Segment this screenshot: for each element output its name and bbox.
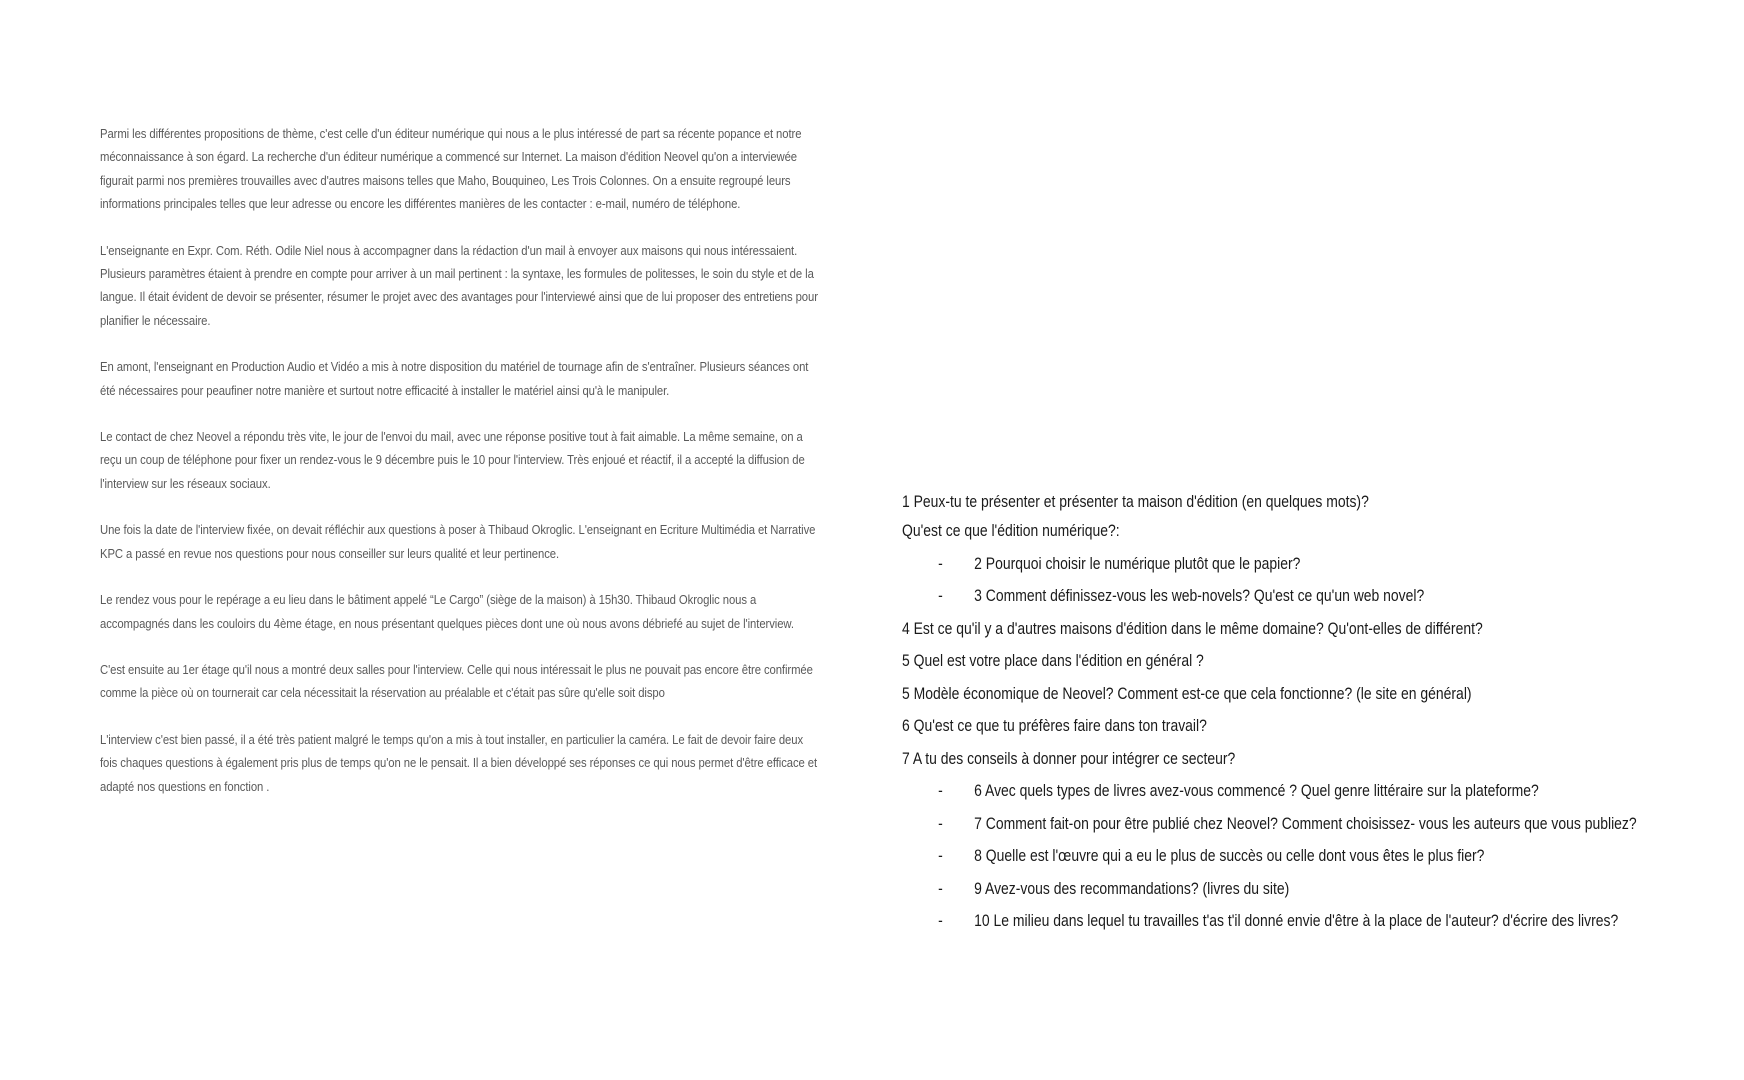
paragraph: Parmi les différentes propositions de thème, c'est celle d'un éditeur numérique qui nous a le plus intéressé de part sa récente popance et notre méconnaissance à son égard. La recherche d'un éditeur numérique a commencé sur Internet. La maison d'édition Neovel qu'on a interviewée figurait parmi nos premières trouvailles avec d'autres maisons telles que Maho, Bouquineo, Les Trois Colonnes. On a ensuite regroupé leurs informations principales telles que leur adresse ou encore les différentes manières de les contacter : e-mail, numéro de téléphone. <box>100 126 802 212</box>
question-item: - 8 Quelle est l'œuvre qui a eu le plus de succès ou celle dont vous êtes le plus fier? <box>902 840 1558 873</box>
question-item: - 6 Avec quels types de livres avez-vous commencé ? Quel genre littéraire sur la plateforme? <box>902 775 1558 808</box>
narrative-column <box>100 122 820 821</box>
question-item: 5 Quel est votre place dans l'édition en général ? <box>902 651 1204 670</box>
bullet-dash: - <box>938 553 943 573</box>
paragraph: Le rendez vous pour le repérage a eu lieu dans le bâtiment appelé “Le Cargo” (siège de la maison) à 15h30. Thibaud Okroglic nous a accompagnés dans les couloirs du 4ème étage, en nous présentant quelques pièces dont une où nous avons débriefé au sujet de l'interview. <box>100 592 794 631</box>
bullet-dash: - <box>938 586 943 605</box>
question-item: 5 Modèle économique de Neovel? Comment est-ce que cela fonctionne? (le site en général) <box>902 683 1472 703</box>
question-item: 7 A tu des conseils à donner pour intégrer ce secteur? <box>902 748 1236 768</box>
bullet-dash: - <box>938 846 943 865</box>
question-item: - 10 Le milieu dans lequel tu travailles t'as t'il donné envie d'être à la place de l'auteur? d'écrire des livres? <box>902 905 1558 938</box>
question-item: - 9 Avez-vous des recommandations? (livres du site) <box>902 873 1558 906</box>
question-item: 1 Peux-tu te présenter et présenter ta maison d'édition (en quelques mots)? <box>902 492 1369 511</box>
question-item: Qu'est ce que l'édition numérique?: <box>902 521 1120 540</box>
bullet-dash: - <box>938 911 943 930</box>
bullet-dash: - <box>938 813 943 833</box>
paragraph: L'enseignante en Expr. Com. Réth. Odile Niel nous à accompagner dans la rédaction d'un mail à envoyer aux maisons qui nous intéressaient. Plusieurs paramètres étaient à prendre en compte pour arriver à un mail pertinent : la syntaxe, les formules de politesses, le soin du style et de la langue. Il était évident de devoir se présenter, résumer le projet avec des avantages pour l'interviewé ainsi que de lui proposer des entretiens pour planifier le nécessaire. <box>100 242 818 328</box>
question-item: 4 Est ce qu'il y a d'autres maisons d'édition dans le même domaine? Qu'ont-elles de différent? <box>902 618 1483 638</box>
bullet-dash: - <box>938 878 943 898</box>
question-item: 6 Qu'est ce que tu préfères faire dans ton travail? <box>902 716 1207 735</box>
paragraph: Une fois la date de l'interview fixée, on devait réfléchir aux questions à poser à Thibaud Okroglic. L'enseignant en Ecriture Multimédia et Narrative KPC a passé en revue nos questions pour nous conseiller sur leurs qualité et leur pertinence. <box>100 522 816 561</box>
paragraph: L'interview c'est bien passé, il a été très patient malgré le temps qu'on a mis à tout installer, en particulier la caméra. Le fait de devoir faire deux fois chaques questions à également pris plus de temps qu'on ne le pensait. Il a bien développé ses réponses ce qui nous permet d'être efficace et adapté nos questions en fonction . <box>100 731 818 794</box>
paragraph: En amont, l'enseignant en Production Audio et Vidéo a mis à notre disposition du matériel de tournage afin de s'entraîner. Plusieurs séances ont été nécessaires pour peaufiner notre manière et surtout notre efficacité à installer le matériel ainsi qu'à le manipuler. <box>100 359 809 398</box>
bullet-dash: - <box>938 781 943 800</box>
paragraph: Le contact de chez Neovel a répondu très vite, le jour de l'envoi du mail, avec une réponse positive tout à fait aimable. La même semaine, on a reçu un coup de téléphone pour fixer un rendez-vous le 9 décembre puis le 10 pour l'interview. Très enjoué et réactif, il a accepté la diffusion de l'interview sur les réseaux sociaux. <box>100 429 805 491</box>
paragraph: C'est ensuite au 1er étage qu'il nous a montré deux salles pour l'interview. Celle qui nous intéressait le plus ne pouvait pas encore être confirmée comme la pièce où on tournerait car cela nécessitait la réservation au préalable et c'était pas sûre qu'elle soit dispo <box>100 661 813 701</box>
question-item: - 3 Comment définissez-vous les web-novels? Qu'est ce qu'un web novel? <box>902 580 1558 613</box>
question-item: - 7 Comment fait-on pour être publié chez Neovel? Comment choisissez- vous les auteurs que vous publiez? <box>902 808 1558 841</box>
question-item: - 2 Pourquoi choisir le numérique plutôt que le papier? <box>902 548 1558 581</box>
question-list <box>902 488 1702 938</box>
